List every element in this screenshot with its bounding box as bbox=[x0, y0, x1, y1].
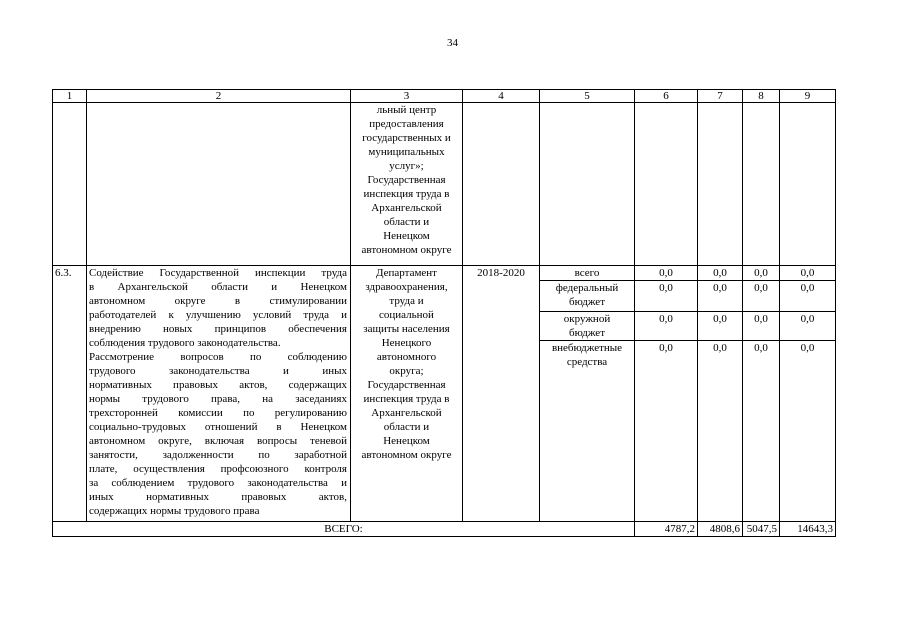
empty-cell bbox=[635, 103, 698, 266]
header-cell: 9 bbox=[780, 90, 836, 103]
text-line: работодателей к улучшению условий труда и bbox=[89, 309, 347, 321]
text-line: нормативных правовых актов, содержащих bbox=[89, 379, 347, 391]
page-number: 34 bbox=[447, 37, 458, 49]
item-row bbox=[53, 266, 836, 281]
text-line: льный центр bbox=[376, 104, 437, 116]
funding-source: федеральный бюджет bbox=[540, 281, 635, 312]
header-cell: 1 bbox=[53, 90, 87, 103]
text-line: Ненецкого bbox=[381, 337, 432, 349]
text-line: предоставления bbox=[369, 118, 444, 130]
funding-value: 0,0 bbox=[743, 281, 780, 312]
total-row bbox=[53, 522, 836, 537]
text-line: Архангельской bbox=[371, 407, 442, 419]
text-line: Ненецком bbox=[383, 230, 430, 242]
item-executor bbox=[351, 266, 463, 522]
header-cell: 7 bbox=[698, 90, 743, 103]
text-line: социальной bbox=[379, 309, 434, 321]
header-row bbox=[53, 90, 836, 103]
header-cell: 4 bbox=[463, 90, 540, 103]
total-value: 4787,2 bbox=[635, 522, 698, 537]
text-line: защиты населения bbox=[363, 323, 450, 335]
continuation-row bbox=[53, 103, 836, 266]
header-cell: 3 bbox=[351, 90, 463, 103]
funding-value: 0,0 bbox=[635, 312, 698, 341]
text-line: Ненецком bbox=[383, 435, 430, 447]
empty-cell bbox=[53, 103, 87, 266]
header-cell: 5 bbox=[540, 90, 635, 103]
funding-value: 0,0 bbox=[698, 341, 743, 522]
text-line: государственных и bbox=[362, 132, 451, 144]
program-table bbox=[52, 89, 836, 537]
text-line: Архангельской bbox=[371, 202, 442, 214]
empty-cell bbox=[698, 103, 743, 266]
funding-source: всего bbox=[540, 266, 635, 281]
funding-value: 0,0 bbox=[780, 266, 836, 281]
funding-value: 0,0 bbox=[635, 281, 698, 312]
text-line: занятости, задолженности по заработной bbox=[89, 449, 347, 461]
text-line: содержащих нормы трудового права bbox=[89, 505, 260, 517]
text-line: Государственная bbox=[367, 379, 446, 391]
header-cell: 2 bbox=[87, 90, 351, 103]
text-line: Рассмотрение вопросов по соблюдению bbox=[89, 351, 347, 363]
text-line: автономном округе в стимулировании bbox=[89, 295, 347, 307]
text-line: области и bbox=[383, 421, 430, 433]
text-line: трехсторонней комиссии по регулированию bbox=[89, 407, 347, 419]
total-value: 14643,3 bbox=[780, 522, 836, 537]
total-label: ВСЕГО: bbox=[53, 522, 635, 537]
funding-value: 0,0 bbox=[743, 266, 780, 281]
funding-value: 0,0 bbox=[780, 341, 836, 522]
total-value: 5047,5 bbox=[743, 522, 780, 537]
text-line: социально-трудовых отношений в Ненецком bbox=[89, 421, 347, 433]
text-line: автономного bbox=[376, 351, 437, 363]
funding-value: 0,0 bbox=[698, 281, 743, 312]
text-line: здравоохранения, bbox=[365, 281, 448, 293]
text-line: автономном округе bbox=[361, 449, 452, 461]
text-line: инспекция труда в bbox=[363, 188, 450, 200]
text-line: Государственная bbox=[367, 174, 446, 186]
funding-value: 0,0 bbox=[635, 341, 698, 522]
empty-cell bbox=[743, 103, 780, 266]
text-line: в Архангельской области и Ненецком bbox=[89, 281, 347, 293]
text-line: инспекция труда в bbox=[363, 393, 450, 405]
text-line: области и bbox=[383, 216, 430, 228]
text-line: трудового законодательства и иных bbox=[89, 365, 347, 377]
funding-value: 0,0 bbox=[698, 312, 743, 341]
funding-value: 0,0 bbox=[780, 281, 836, 312]
text-line: услуг»; bbox=[389, 160, 424, 172]
text-line: нормы трудового права, на заседаниях bbox=[89, 393, 347, 405]
funding-value: 0,0 bbox=[635, 266, 698, 281]
header-cell: 8 bbox=[743, 90, 780, 103]
empty-cell bbox=[540, 103, 635, 266]
text-line: плате, осуществления профсоюзного контроля bbox=[89, 463, 347, 475]
funding-value: 0,0 bbox=[743, 341, 780, 522]
text-line: Департамент bbox=[375, 267, 437, 279]
text-line: автономном округе, включая вопросы теневой bbox=[89, 435, 347, 447]
funding-value: 0,0 bbox=[743, 312, 780, 341]
text-line: Содействие Государственной инспекции труда bbox=[89, 267, 347, 279]
text-line: за соблюдением трудового законодательства и bbox=[89, 477, 347, 489]
funding-value: 0,0 bbox=[780, 312, 836, 341]
header-cell: 6 bbox=[635, 90, 698, 103]
empty-cell bbox=[87, 103, 351, 266]
empty-cell bbox=[780, 103, 836, 266]
item-description bbox=[87, 266, 351, 522]
empty-cell bbox=[463, 103, 540, 266]
text-line: автономном округе bbox=[361, 244, 452, 256]
text-line: соблюдения трудового законодательства. bbox=[89, 337, 281, 349]
text-line: труда и bbox=[389, 295, 424, 307]
executor-continuation bbox=[351, 103, 463, 266]
text-line: муниципальных bbox=[368, 146, 445, 158]
text-line: округа; bbox=[389, 365, 424, 377]
funding-source: окружной бюджет bbox=[540, 312, 635, 341]
item-period: 2018-2020 bbox=[463, 266, 540, 522]
text-line: внедрению новых принципов обеспечения bbox=[89, 323, 347, 335]
item-number: 6.3. bbox=[53, 266, 87, 522]
funding-source: внебюджетные средства bbox=[540, 341, 635, 522]
funding-value: 0,0 bbox=[698, 266, 743, 281]
total-value: 4808,6 bbox=[698, 522, 743, 537]
text-line: иных нормативных правовых актов, bbox=[89, 491, 347, 503]
